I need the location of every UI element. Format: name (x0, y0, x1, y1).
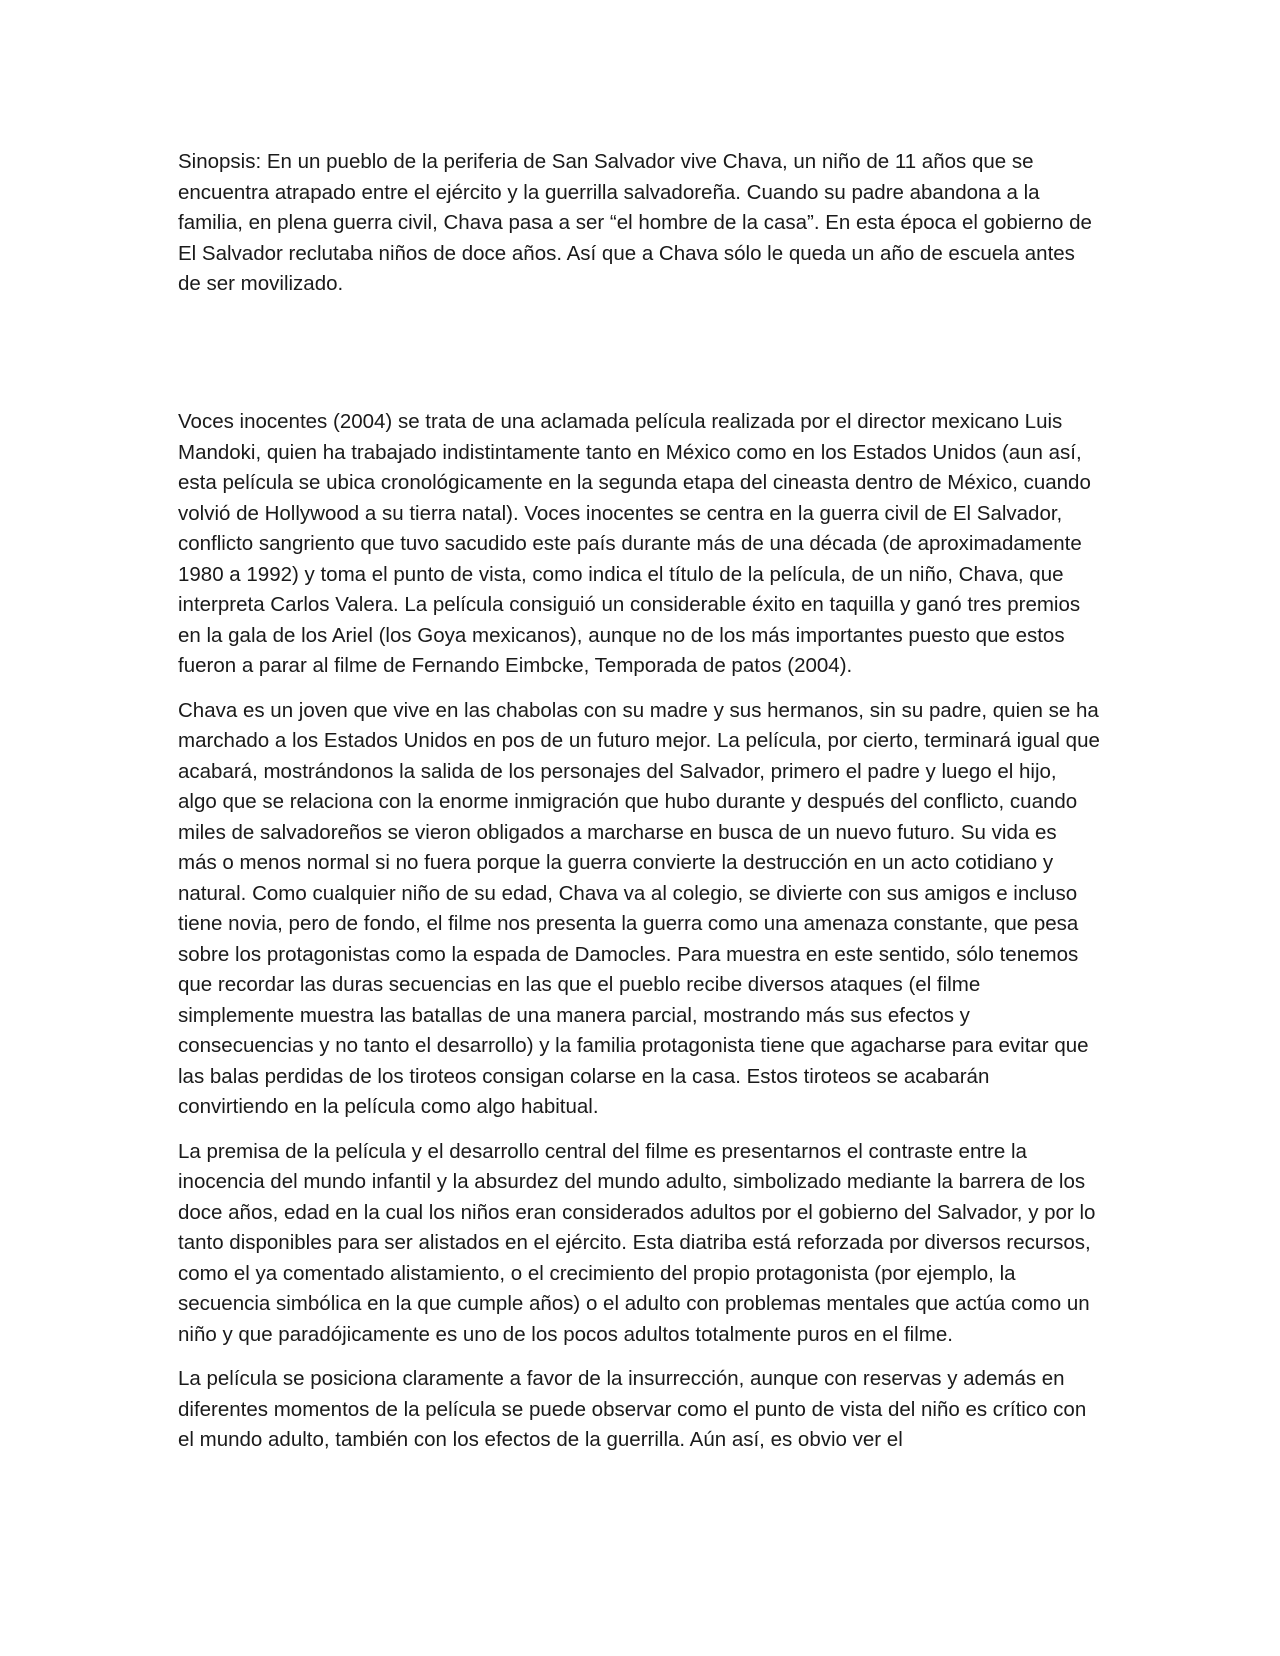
body-paragraph: La premisa de la película y el desarrollo central del filme es presentarnos el contraste entre la inocencia del mundo infantil y la absurdez del mundo adulto, simbolizado mediante la barrera de los doce años, edad en la cual los niños eran considerados adultos por el gobierno del Salvador, y por lo tanto disponibles para ser alistados en el ejército. Esta diatriba está reforzada por diversos recursos, como el ya comentado alistamiento, o el crecimiento del propio protagonista (por ejemplo, la secuencia simbólica en la que cumple años) o el adulto con problemas mentales que actúa como un niño y que paradójicamente es uno de los pocos adultos totalmente puros en el filme. (178, 1139, 1096, 1346)
body-paragraph: Chava es un joven que vive en las chabolas con su madre y sus hermanos, sin su padre, quien se ha marchado a los Estados Unidos en pos de un futuro mejor. La película, por cierto, terminará igual que acabará, mostrándonos la salida de los personajes del Salvador, primero el padre y luego el hijo, algo que se relaciona con la enorme inmigración que hubo durante y después del conflicto, cuando miles de salvadoreños se vieron obligados a marcharse en busca de un nuevo futuro. Su vida es más o menos normal si no fuera porque la guerra convierte la destrucción en un acto cotidiano y natural. Como cualquier niño de su edad, Chava va al colegio, se divierte con sus amigos e incluso tiene novia, pero de fondo, el filme nos presenta la guerra como una amenaza constante, que pesa sobre los protagonistas como la espada de Damocles. Para muestra en este sentido, sólo tenemos que recordar las duras secuencias en las que el pueblo recibe diversos ataques (el filme simplemente muestra las batallas de una manera parcial, mostrando más sus efectos y consecuencias y no tanto el desarrollo) y la familia protagonista tiene que agacharse para evitar que las balas perdidas de los tiroteos consigan colarse en la casa. Estos tiroteos se acabarán convirtiendo en la película como algo habitual. (178, 698, 1100, 1118)
essay-body (178, 407, 1100, 1456)
body-paragraph: La película se posiciona claramente a favor de la insurrección, aunque con reservas y además en diferentes momentos de la película se puede observar como el punto de vista del niño es crítico con el mundo adulto, también con los efectos de la guerrilla. Aún así, es obvio ver el (178, 1367, 1087, 1451)
body-paragraph: Voces inocentes (2004) se trata de una aclamada película realizada por el director mexicano Luis Mandoki, quien ha trabajado indistintamente tanto en México como en los Estados Unidos (aun así, esta película se ubica cronológicamente en la segunda etapa del cineasta dentro de México, cuando volvió de Hollywood a su tierra natal). Voces inocentes se centra en la guerra civil de El Salvador, conflicto sangriento que tuvo sacudido este país durante más de una década (de aproximadamente 1980 a 1992) y toma el punto de vista, como indica el título de la película, de un niño, Chava, que interpreta Carlos Valera. La película consiguió un considerable éxito en taquilla y ganó tres premios en la gala de los Ariel (los Goya mexicanos), aunque no de los más importantes puesto que estos fueron a parar al filme de Fernando Eimbcke, Temporada de patos (2004). (178, 410, 1091, 677)
synopsis-section (178, 147, 1100, 300)
synopsis-paragraph: Sinopsis: En un pueblo de la periferia de San Salvador vive Chava, un niño de 11 años que se encuentra atrapado entre el ejército y la guerrilla salvadoreña. Cuando su padre abandona a la familia, en plena guerra civil, Chava pasa a ser “el hombre de la casa”. En esta época el gobierno de El Salvador reclutaba niños de doce años. Así que a Chava sólo le queda un año de escuela antes de ser movilizado. (178, 150, 1092, 295)
